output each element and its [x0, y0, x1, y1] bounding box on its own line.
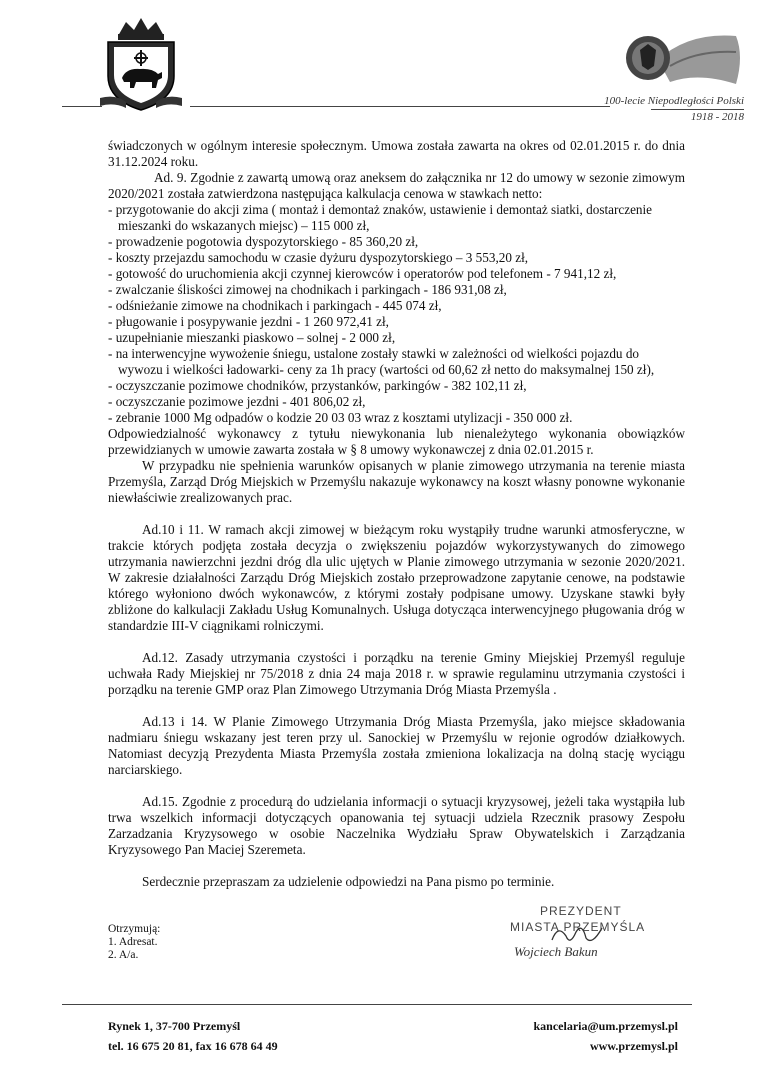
- handwritten-signature-icon: [548, 920, 608, 950]
- rate-list: [108, 202, 685, 426]
- list-item: - pługowanie i posypywanie jezdni - 1 260 972,41 zł,: [108, 314, 389, 329]
- list-item: - oczyszczanie pozimowe jezdni - 401 806,02 zł,: [108, 394, 366, 409]
- list-item: - uzupełnianie mieszanki piaskowo – solnej - 2 000 zł,: [108, 330, 396, 345]
- paragraph: Odpowiedzialność wykonawcy z tytułu niewykonania lub nienależytego wykonania obowiązków przewidzianych w umowie zawarta została w § 8 umowy wykonawczej z dnia 02.01.2015 r.: [108, 426, 685, 457]
- footer-address: Rynek 1, 37-700 Przemyśl: [108, 1019, 241, 1033]
- paragraph-ad13-14: Ad.13 i 14. W Planie Zimowego Utrzymania Dróg Miasta Przemyśla, jako miejsce składowania nadmiaru śniegu wskazany jest teren przy ul. Sanockiej w Przemyślu w rejonie ogrodów działkowych. Natomiast decyzją Prezydenta Miasta Przemyśla została zmieniona lokalizacja na dolną stację wyciągu narciarskiego.: [108, 714, 685, 777]
- header-rule: [190, 106, 610, 107]
- paragraph-ad12: Ad.12. Zasady utrzymania czystości i porządku na terenie Gminy Miejskiej Przemyśl reguluje uchwała Rady Miejskiej nr 75/2018 z dnia 24 maja 2018 r. w sprawie regulaminu utrzymania czystości i porządku na terenie GMP oraz Plan Zimowego Utrzymania Dróg Miasta Przemyśla .: [108, 650, 685, 697]
- list-item: - gotowość do uruchomienia akcji czynnej kierowców i operatorów pod telefonem - 7 941,12 zł,: [108, 266, 617, 281]
- letter-body: [108, 138, 685, 890]
- list-item: - koszty przejazdu samochodu w czasie dyżuru dyspozytorskiego – 3 553,20 zł,: [108, 250, 529, 265]
- anniversary-caption: [604, 94, 744, 124]
- list-item: - zwalczanie śliskości zimowej na chodnikach i parkingach - 186 931,08 zł,: [108, 282, 507, 297]
- przemysl-coat-of-arms-icon: [96, 14, 186, 112]
- recipients-block: [108, 923, 160, 962]
- signatory-name: Wojciech Bakun: [514, 944, 598, 959]
- paragraph: W przypadku nie spełnienia warunków opisanych w planie zimowego utrzymania na terenie miasta Przemyśla, Zarząd Dróg Miejskich w Przemyślu nakazuje wykonawcy na koszt własny ponowne wykonanie niewłaściwie zrealizowanych prac.: [108, 458, 685, 505]
- footer-email-link[interactable]: kancelaria@um.przemysl.pl: [533, 1019, 678, 1033]
- footer-online: [534, 1016, 679, 1056]
- stamp-city: MIASTA PRZEMYŚLA: [510, 920, 646, 934]
- stamp-title: PREZYDENT: [540, 904, 622, 918]
- footer-rule: [62, 1004, 692, 1005]
- list-item: - zebranie 1000 Mg odpadów o kodzie 20 03 03 wraz z kosztami utylizacji - 350 000 zł.: [108, 410, 573, 425]
- recipient-item: 1. Adresat.: [108, 936, 158, 948]
- list-item: - prowadzenie pogotowia dyspozytorskiego - 85 360,20 zł,: [108, 234, 419, 249]
- footer-phone: tel. 16 675 20 81, fax 16 678 64 49: [108, 1039, 278, 1053]
- paragraph-ad10-11: Ad.10 i 11. W ramach akcji zimowej w bieżącym roku wystąpiły trudne warunki atmosferyczne, w trakcie których podjęta została decyzja o zwiększeniu pojazdów wykorzystywanych do zimowego utrzymania nawierzchni jezdni dróg dla ulic ujętych w Planie zimowego utrzymania w sezonie 2020/2021. W zakresie działalności Zarządu Dróg Miejskich zostało przeprowadzone zapytanie cenowe, na podstawie którego wyłoniono dwóch wykonawców, z którymi zostały podpisane umowy. Uzyskane stawki były zbliżone do kalkulacji Zakładu Usług Komunalnych. Usługa dotycząca interwencyjnego pługowania dróg w standardzie III-V ciągnikami rolniczymi.: [108, 522, 685, 633]
- recipients-label: Otrzymują:: [108, 923, 161, 935]
- footer-contact: [108, 1016, 278, 1056]
- polish-eagle-flag-emblem-icon: [618, 26, 748, 90]
- anniversary-years: 1918 - 2018: [651, 109, 744, 124]
- list-item: - przygotowanie do akcji zima ( montaż i demontaż znaków, ustawienie i demontaż siatki, dostarczenie mieszanki do wskazanych miejsc) – 115 000 zł,: [108, 202, 653, 233]
- recipient-item: 2. A/a.: [108, 949, 139, 961]
- list-item: - na interwencyjne wywożenie śniegu, ustalone zostały stawki w zależności od wielkości pojazdu do wywozu i wielkości ładowarki- ceny za 1h pracy (wartości od 60,62 zł netto do maksymalnej 150 zł),: [108, 346, 655, 377]
- list-item: - oczyszczanie pozimowe chodników, przystanków, parkingów - 382 102,11 zł,: [108, 378, 527, 393]
- footer-website-link[interactable]: www.przemysl.pl: [590, 1039, 678, 1053]
- paragraph-ad15: Ad.15. Zgodnie z procedurą do udzielania informacji o sytuacji kryzysowej, jeżeli taka wystąpiła lub trwa wszelkich informacji dotyczących opanowania tej sytuacji udziela Rzecznik prasowy Zespołu Zarzadzania Kryzysowego w osobie Naczelnika Wydziału Spraw Obywatelskich i Zarządzania Kryzysowego Pan Maciej Szeremeta.: [108, 794, 685, 857]
- anniversary-title: 100-lecie Niepodległości Polski: [604, 95, 744, 107]
- list-item: - odśnieżanie zimowe na chodnikach i parkingach - 445 074 zł,: [108, 298, 442, 313]
- header-rule-left: [62, 106, 102, 107]
- closing-sentence: Serdecznie przepraszam za udzielenie odpowiedzi na Pana pismo po terminie.: [142, 874, 555, 889]
- paragraph: świadczonych w ogólnym interesie społecznym. Umowa została zawarta na okres od 02.01.2015 r. do dnia 31.12.2024 roku.: [108, 138, 685, 169]
- paragraph-ad9: Ad. 9. Zgodnie z zawartą umową oraz aneksem do załącznika nr 12 do umowy w sezonie zimowym 2020/2021 została zatwierdzona następująca kalkulacja cenowa w stawkach netto:: [108, 170, 685, 201]
